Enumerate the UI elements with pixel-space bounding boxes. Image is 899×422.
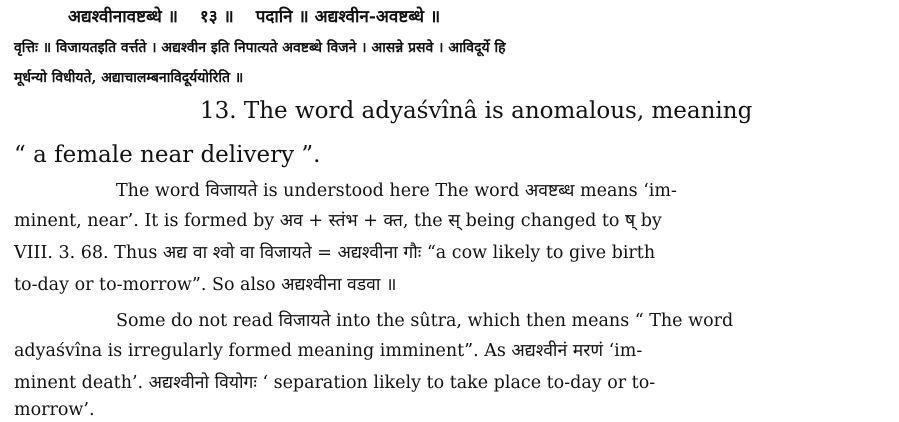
sutra-number: १३ ॥ <box>199 7 234 27</box>
sutra-name: अद्यश्वीनावष्टब्धे ॥ <box>68 7 178 27</box>
para2-line-3: minent death’. अद्यश्वीनो वियोगः ‘ separation likely to take place to-day or to- <box>14 373 656 393</box>
sutra-header <box>68 4 440 27</box>
translation-heading-line-1: 13. The word adyaśvînâ is anomalous, meaning <box>200 98 753 124</box>
para2-line-4: morrow’. <box>14 400 95 420</box>
para1-line-3: VIII. 3. 68. Thus अद्य वा श्वो वा विजायते = अद्यश्वीना गौः “a cow likely to give birth <box>14 243 656 263</box>
para2-line-1: Some do not read विजायते into the sûtra, which then means “ The word <box>116 311 734 331</box>
translation-heading-line-2: “ a female near delivery ”. <box>14 142 321 168</box>
vritti-line-2: मूर्धन्यो विधीयते, अद्याचालम्बनाविदूर्ययोरिति ॥ <box>14 70 244 86</box>
vritti-line-1: वृत्तिः ॥ विजायतइति वर्त्तते । अद्यश्वीन इति निपात्यते अवष्टब्धे विजने । आसन्ने प्रसवे । आविदूर्ये हि <box>14 40 506 56</box>
padani: पदानि ॥ अद्यश्वीन-अवष्टब्धे ॥ <box>255 7 441 27</box>
para1-line-1: The word विजायते is understood here The word अवष्टब्ध means ‘im- <box>116 181 677 201</box>
para1-line-2: minent, near’. It is formed by अव + स्तंभ + क्त, the स् being changed to ष् by <box>14 211 662 231</box>
para1-line-4: to-day or to-morrow”. So also अद्यश्वीना वडवा ॥ <box>14 275 397 295</box>
para2-line-2: adyaśvîna is irregularly formed meaning imminent”. As अद्यश्वीनं मरणं ‘im- <box>14 341 643 361</box>
